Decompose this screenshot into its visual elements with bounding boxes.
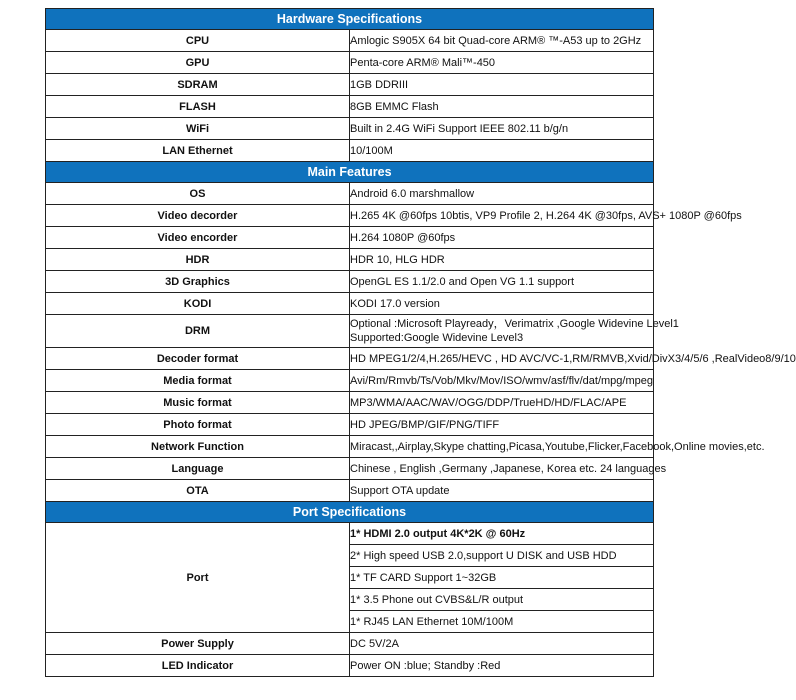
os-label: OS xyxy=(46,183,350,205)
photo-format-value: HD JPEG/BMP/GIF/PNG/TIFF xyxy=(350,414,654,436)
music-format-label: Music format xyxy=(46,392,350,414)
decoder-format-label: Decoder format xyxy=(46,348,350,370)
cpu-value: Amlogic S905X 64 bit Quad-core ARM® ™-A53 up to 2GHz xyxy=(350,30,654,52)
sdram-value: 1GB DDRIII xyxy=(350,74,654,96)
ota-value: Support OTA update xyxy=(350,480,654,502)
language-label: Language xyxy=(46,458,350,480)
network-function-label: Network Function xyxy=(46,436,350,458)
led-indicator-value: Power ON :blue; Standby :Red xyxy=(350,655,654,677)
drm-value xyxy=(350,315,679,348)
media-format-label: Media format xyxy=(46,370,350,392)
3d-graphics-label: 3D Graphics xyxy=(46,271,350,293)
photo-format-label: Photo format xyxy=(46,414,350,436)
lan-ethernet-value: 10/100M xyxy=(350,140,654,162)
language-value: Chinese , English ,Germany ,Japanese, Korea etc. 24 languages xyxy=(350,458,654,480)
wifi-value: Built in 2.4G WiFi Support IEEE 802.11 b/g/n xyxy=(350,118,654,140)
hdr-value: HDR 10, HLG HDR xyxy=(350,249,654,271)
power-supply-label: Power Supply xyxy=(46,633,350,655)
lan-ethernet-label: LAN Ethernet xyxy=(46,140,350,162)
gpu-value: Penta-core ARM® Mali™-450 xyxy=(350,52,654,74)
video-encoder-value: H.264 1080P @60fps xyxy=(350,227,654,249)
port-item-hdmi: 1* HDMI 2.0 output 4K*2K @ 60Hz xyxy=(350,523,654,545)
network-function-value: Miracast,,Airplay,Skype chatting,Picasa,Youtube,Flicker,Facebook,Online movies,etc. xyxy=(350,436,654,458)
port-item-rj45: 1* RJ45 LAN Ethernet 10M/100M xyxy=(350,611,654,633)
flash-value: 8GB EMMC Flash xyxy=(350,96,654,118)
hardware-section-header: Hardware Specifications xyxy=(46,9,654,30)
hdr-label: HDR xyxy=(46,249,350,271)
3d-graphics-value: OpenGL ES 1.1/2.0 and Open VG 1.1 support xyxy=(350,271,654,293)
os-value: Android 6.0 marshmallow xyxy=(350,183,654,205)
video-decoder-label: Video decorder xyxy=(46,205,350,227)
media-format-value: Avi/Rm/Rmvb/Ts/Vob/Mkv/Mov/ISO/wmv/asf/flv/dat/mpg/mpeg xyxy=(350,370,654,392)
drm-value-line1: Optional :Microsoft Playready，Verimatrix ,Google Widevine Level1 xyxy=(350,318,679,330)
video-encoder-label: Video encorder xyxy=(46,227,350,249)
led-indicator-label: LED Indicator xyxy=(46,655,350,677)
sdram-label: SDRAM xyxy=(46,74,350,96)
ports-section-header: Port Specifications xyxy=(46,502,654,523)
video-decoder-value: H.265 4K @60fps 10btis, VP9 Profile 2, H.264 4K @30fps, AVS+ 1080P @60fps xyxy=(350,205,654,227)
music-format-value: MP3/WMA/AAC/WAV/OGG/DDP/TrueHD/HD/FLAC/APE xyxy=(350,392,654,414)
kodi-label: KODI xyxy=(46,293,350,315)
port-label: Port xyxy=(46,523,350,633)
drm-value-line2: Supported:Google Widevine Level3 xyxy=(350,332,524,344)
port-item-tf-card: 1* TF CARD Support 1~32GB xyxy=(350,567,654,589)
power-supply-value: DC 5V/2A xyxy=(350,633,654,655)
kodi-value: KODI 17.0 version xyxy=(350,293,654,315)
decoder-format-value: HD MPEG1/2/4,H.265/HEVC , HD AVC/VC-1,RM/RMVB,Xvid/DivX3/4/5/6 ,RealVideo8/9/10 xyxy=(350,348,654,370)
flash-label: FLASH xyxy=(46,96,350,118)
wifi-label: WiFi xyxy=(46,118,350,140)
spec-table xyxy=(45,8,796,677)
gpu-label: GPU xyxy=(46,52,350,74)
port-item-phone-out: 1* 3.5 Phone out CVBS&L/R output xyxy=(350,589,654,611)
cpu-label: CPU xyxy=(46,30,350,52)
features-section-header: Main Features xyxy=(46,162,654,183)
ota-label: OTA xyxy=(46,480,350,502)
port-item-usb: 2* High speed USB 2.0,support U DISK and USB HDD xyxy=(350,545,654,567)
drm-label: DRM xyxy=(46,315,350,348)
